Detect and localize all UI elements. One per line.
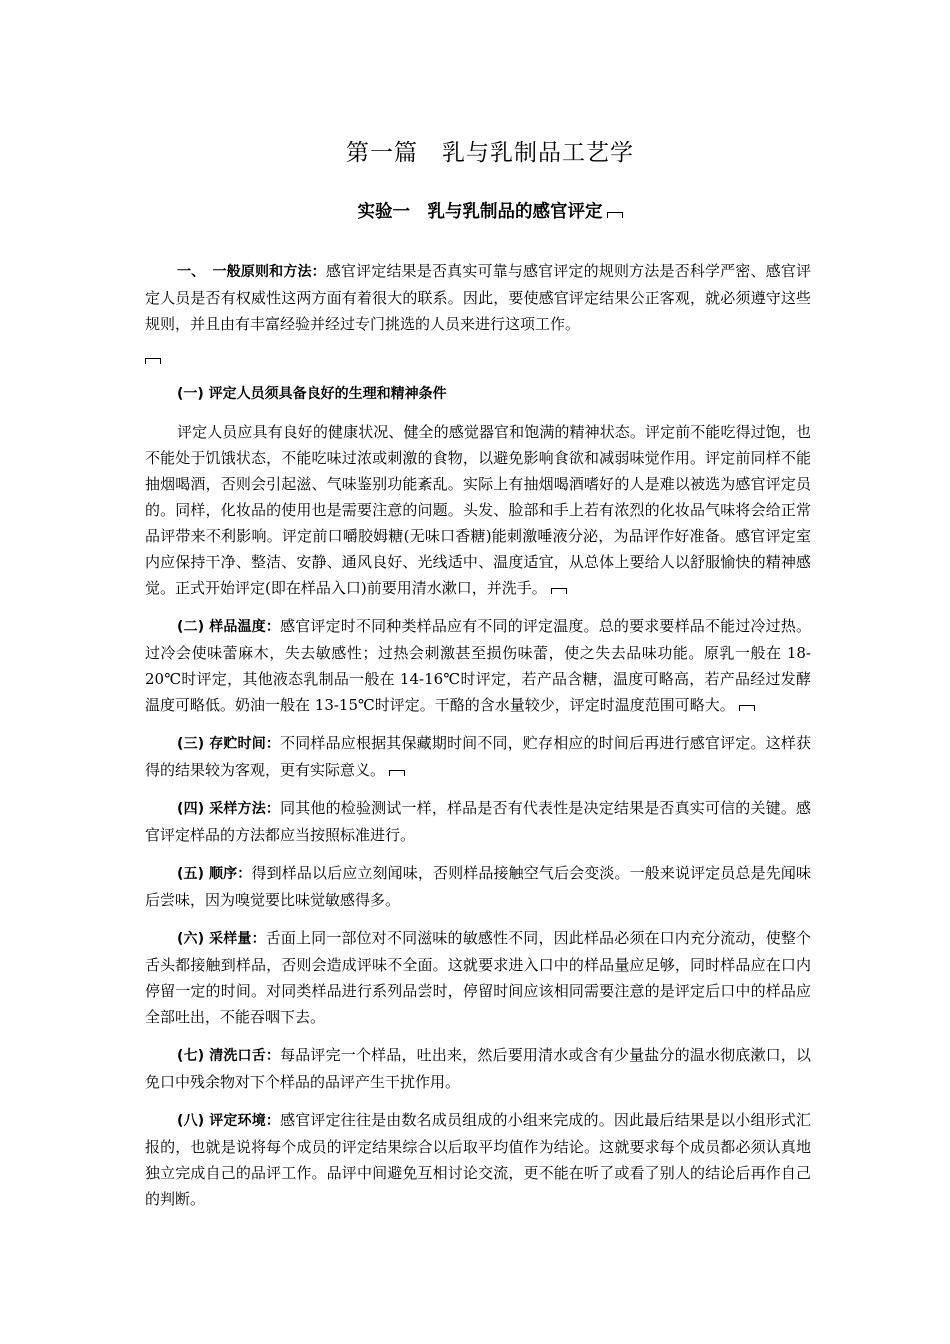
section-text: 得到样品以后应立刻闻味，否则样品接触空气后会变淡。一般来说评定员总是先闻味后尝味，因为嗅觉要比味觉敏感得多。 <box>145 864 811 909</box>
section-sample-amount <box>145 925 811 1030</box>
paragraph-mark-icon <box>389 770 405 776</box>
section-lead: (八) 评定环境： <box>177 1113 281 1129</box>
paragraph-mark-icon <box>145 358 161 364</box>
section-lead: (二) 样品温度： <box>177 619 281 635</box>
experiment-title <box>145 198 835 223</box>
section-environment <box>145 1107 811 1212</box>
section-lead: (六) 采样量： <box>177 931 266 947</box>
section-lead: (三) 存贮时间： <box>177 736 281 752</box>
section-lead: 一、 一般原则和方法： <box>177 264 326 280</box>
paragraph-mark-icon <box>551 588 567 594</box>
experiment-title-text: 实验一 乳与乳制品的感官评定 <box>357 202 603 222</box>
section-text: 感官评定往往是由数名成员组成的小组来完成的。因此最后结果是以小组形式汇报的，也就是说将每个成员的评定结果综合以后取平均值作为结论。这就要求每个成员都必须认真地独立完成自己的品评工作。品评中间避免互相讨论交流，更不能在听了或看了别人的结论后再作自己的判断。 <box>145 1111 812 1208</box>
section-order <box>145 860 811 913</box>
page-title: 第一篇 乳与乳制品工艺学 <box>346 140 634 166</box>
section-general-principles <box>145 258 811 337</box>
section-heading: (一) 评定人员须具备良好的生理和精神条件 <box>177 386 447 402</box>
section-text: 感官评定时不同种类样品应有不同的评定温度。总的要求要样品不能过冷过热。过冷会使味蕾麻木，失去敏感性；过热会刺激甚至损伤味蕾，使之失去品味功能。原乳一般在 18-20℃时评定，其他液态乳制品一般在 14-16℃时评定，若产品含糖，温度可略高，若产品经过发酵温度可略低。奶油一般在 13-15℃时评定。干酪的含水量较少，评定时温度范围可略大。 <box>145 617 812 714</box>
section-sampling-method <box>145 795 811 848</box>
section-text: 感官评定结果是否真实可靠与感官评定的规则方法是否科学严密、感官评定人员是否有权威性这两方面有着很大的联系。因此，要使感官评定结果公正客观，就必须遵守这些规则，并且由有丰富经验并经过专门挑选的人员来进行这项工作。 <box>145 262 812 333</box>
paragraph-mark-line <box>145 345 811 371</box>
section-text: 舌面上同一部位对不同滋味的敏感性不同，因此样品必须在口内充分流动，使整个舌头都接触到样品，否则会造成评味不全面。这就要求进入口中的样品量应足够，同时样品应在口内停留一定的时间。对同类样品进行系列品尝时，停留时间应该相同需要注意的是评定后口中的样品应全部吐出，不能吞咽下去。 <box>145 929 811 1026</box>
section-rinse-mouth <box>145 1042 811 1095</box>
section-lead: (七) 清洗口舌： <box>177 1048 281 1064</box>
paragraph-mark-icon <box>739 705 755 711</box>
section-sample-temperature <box>145 613 811 718</box>
document-body <box>145 258 811 1224</box>
paragraph-mark-icon <box>607 212 623 218</box>
section-evaluator-conditions <box>145 419 811 601</box>
section-storage-time <box>145 730 811 783</box>
section-text: 不同样品应根据其保藏期时间不同，贮存相应的时间后再进行感官评定。这样获得的结果较为客观，更有实际意义。 <box>145 734 812 779</box>
section-text: 评定人员应具有良好的健康状况、健全的感觉器官和饱满的精神状态。评定前不能吃得过饱，也不能处于饥饿状态，不能吃味过浓或刺激的食物，以避免影响食欲和减弱味觉作用。评定前同样不能抽烟喝酒，否则会引起滋、气味鉴别功能紊乱。实际上有抽烟喝酒嗜好的人是难以被选为感官评定员的。同样，化妆品的使用也是需要注意的问题。头发、脸部和手上若有浓烈的化妆品气味将会给正常品评带来不利影响。评定前口嚼胶姆糖(无味口香糖)能刺激唾液分泌，为品评作好准备。感官评定室内应保持干净、整洁、安静、通风良好、光线适中、温度适宜，从总体上要给人以舒服愉快的精神感觉。正式开始评定(即在样品入口)前要用清水漱口，并洗手。 <box>145 423 811 597</box>
section-text: 同其他的检验测试一样，样品是否有代表性是决定结果是否真实可信的关键。感官评定样品的方法都应当按照标准进行。 <box>145 799 812 844</box>
section-lead: (五) 顺序： <box>177 866 252 882</box>
section-lead: (四) 采样方法： <box>177 801 281 817</box>
section-text: 每品评完一个样品，吐出来，然后要用清水或含有少量盐分的温水彻底漱口，以免口中残余物对下个样品的品评产生干扰作用。 <box>145 1046 812 1091</box>
